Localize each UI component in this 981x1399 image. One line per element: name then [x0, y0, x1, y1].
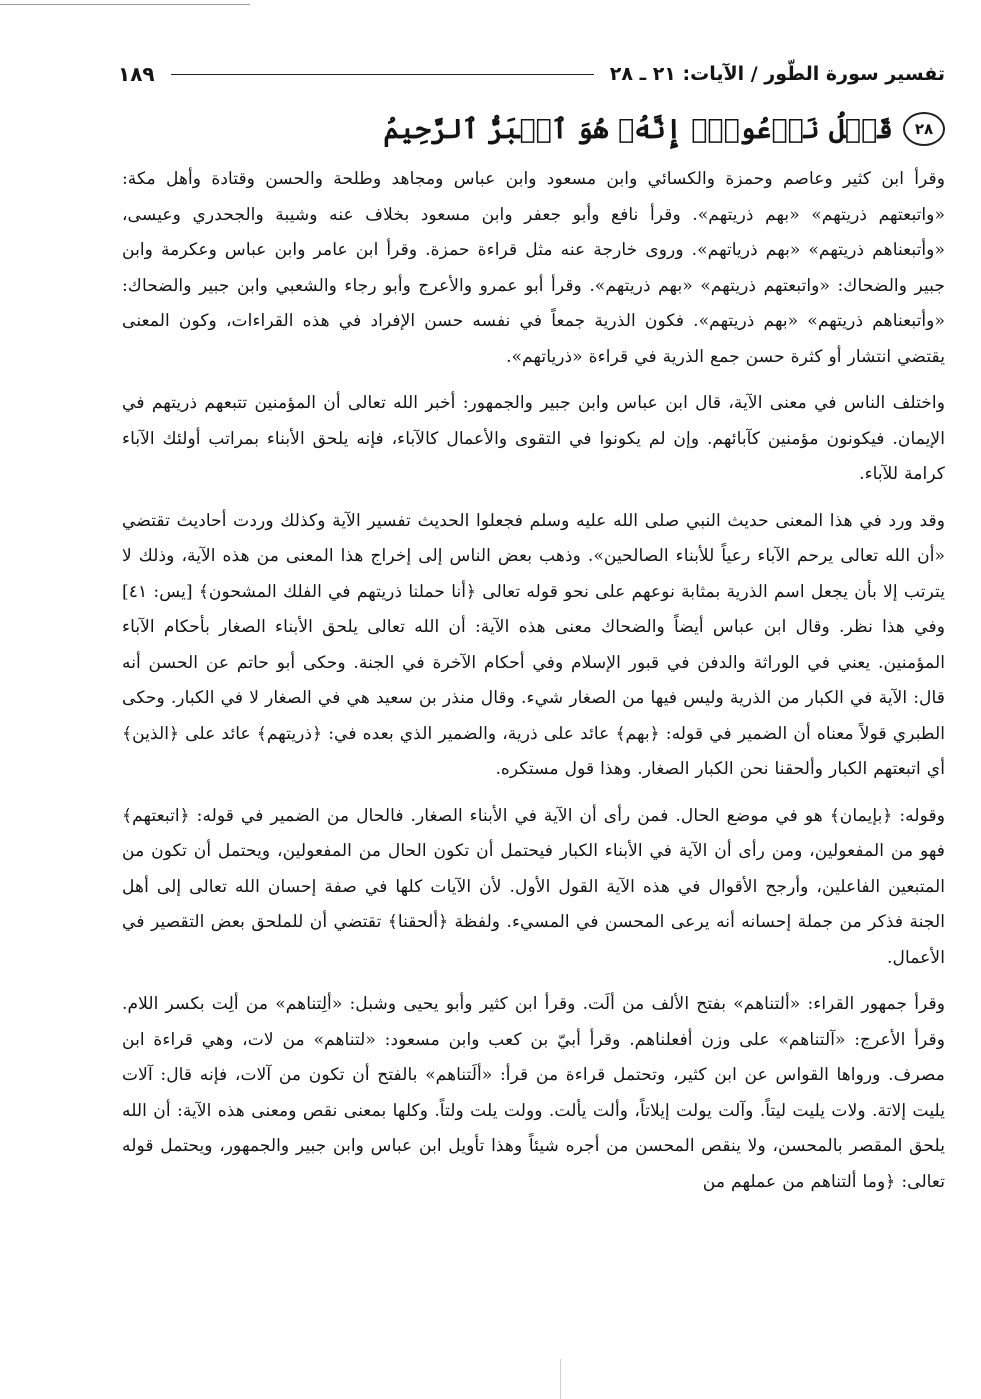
page-number: ١٨٩	[118, 62, 155, 86]
header-rule	[171, 74, 594, 75]
paragraph-3: وقد ورد في هذا المعنى حديث النبي صلى الله عليه وسلم فجعلوا الحديث تفسير الآية وكذلك وردت أحاديث تقتضي «أن الله تعالى يرحم الآباء رعياً للأبناء الصالحين». وذهب بعض الناس إلى إخراج هذا المعنى من هذه الآية، وذلك لا يترتب إلا بأن يجعل اسم الذرية بمثابة نوعهم على نحو قوله تعالى ﴿أنا حملنا ذريتهم في الفلك المشحون﴾ [يس: ٤١] وفي هذا نظر. وقال ابن عباس أيضاً والضحاك معنى هذه الآية: أن الله تعالى يلحق الأبناء الصغار بأحكام الآباء المؤمنين. يعني في الوراثة والدفن في قبور الإسلام وفي أحكام الآخرة في الجنة. وحكى أبو حاتم عن الحسن أنه قال: الآية في الكبار من الذرية وليس فيها من الصغار شيء. وقال منذر بن سعيد هي في الصغار لا في الكبار. وحكى الطبري قولاً معناه أن الضمير في قوله: ﴿بهم﴾ عائد على ذرية، والضمير الذي بعده في: ﴿ذريتهم﴾ عائد على ﴿الذين﴾ أي اتبعتهم الكبار وألحقنا نحن الكبار الصغار. وهذا قول مستكره.	[122, 510, 945, 779]
quran-verse	[385, 104, 945, 154]
verse-text: قَبۡلُ نَدۡعُوهُۖ إِنَّهُۥ هُوَ ٱلۡبَرُّ ٱلرَّحِيمُ	[383, 113, 893, 145]
verse-number-marker: ٢٨	[903, 112, 945, 146]
tafsir-body	[122, 162, 945, 1200]
scan-artifact-bottom	[560, 1359, 561, 1399]
paragraph-2: واختلف الناس في معنى الآية، قال ابن عباس وابن جبير والجمهور: أخبر الله تعالى أن المؤمنين تتبعهم ذريتهم في الإيمان. فيكونون مؤمنين كآبائهم. وإن لم يكونوا في التقوى والأعمال كالآباء، فإنه يلحق الأبناء بمراتب أولئك الآباء كرامة للآباء.	[122, 393, 945, 484]
paragraph-5: وقرأ جمهور القراء: «ألتناهم» بفتح الألف من ألَت. وقرأ ابن كثير وأبو يحيى وشبل: «ألِتناهم» من ألِت بكسر اللام. وقرأ الأعرج: «آلتناهم» على وزن أفعلناهم. وقرأ أبيّ بن كعب وابن مسعود: «لتناهم» من لات، وهي قراءة ابن مصرف. ورواها القواس عن ابن كثير، وتحتمل قراءة من قرأ: «ألَتناهم» بالفتح أن تكون من آلات، فإنه قال: آلات يليت إلاتة. ولات يليت ليتاً. وآلت يولت إيلاتاً، وألت يألت. وولت يلت ولتاً. وكلها بمعنى نقص ومعنى هذه الآية: أن الله يلحق المقصر بالمحسن، ولا ينقص المحسن من أجره شيئاً وهذا تأويل ابن عباس وابن جبير والجمهور، ويحتمل قوله تعالى: ﴿وما ألتناهم من عملهم من	[122, 994, 945, 1192]
page-header	[118, 56, 945, 92]
paragraph-4: وقوله: ﴿بإيمان﴾ هو في موضع الحال. فمن رأى أن الآية في الأبناء الصغار. فالحال من الضمير في قوله: ﴿اتبعتهم﴾ فهو من المفعولين، ومن رأى أن الآية في الأبناء الكبار فيحتمل أن تكون الحال من المفعولين، ويحتمل أن تكون من المتبعين الفاعلين، وأرجح الأقوال في هذه الآية القول الأول. لأن الآيات كلها في صفة إحسان الله تعالى إلى أهل الجنة فذكر من جملة إحسانه أنه يرعى المحسن في المسيء. ولفظة ﴿ألحقنا﴾ تقتضي أن للملحق بعض التقصير في الأعمال.	[122, 805, 945, 968]
paragraph-1: وقرأ ابن كثير وعاصم وحمزة والكسائي وابن مسعود وابن عباس ومجاهد وطلحة والحسن وقتادة وأهل مكة: «واتبعتهم ذريتهم» «بهم ذريتهم». وقرأ نافع وأبو جعفر وابن مسعود بخلاف عنه وشيبة والجحدري وعيسى، «وأتبعناهم ذريتهم» «بهم ذرياتهم». وروى خارجة عنه مثل قراءة حمزة. وقرأ ابن عامر وابن عباس وعكرمة وابن جبير والضحاك: «واتبعتهم ذريتهم» «بهم ذريتهم». وقرأ أبو عمرو والأعرج وأبو رجاء والشعبي وابن جبير والضحاك: «وأتبعناهم ذريتهم» «بهم ذريتهم». فكون الذرية جمعاً في نفسه حسن الإفراد في هذه القراءات، وكون المعنى يقتضي انتشار أو كثرة حسن جمع الذرية في قراءة «ذرياتهم».	[122, 169, 945, 367]
scan-artifact-line	[0, 4, 250, 5]
running-head: تفسير سورة الطّور / الآيات: ٢١ ـ ٢٨	[609, 63, 945, 85]
